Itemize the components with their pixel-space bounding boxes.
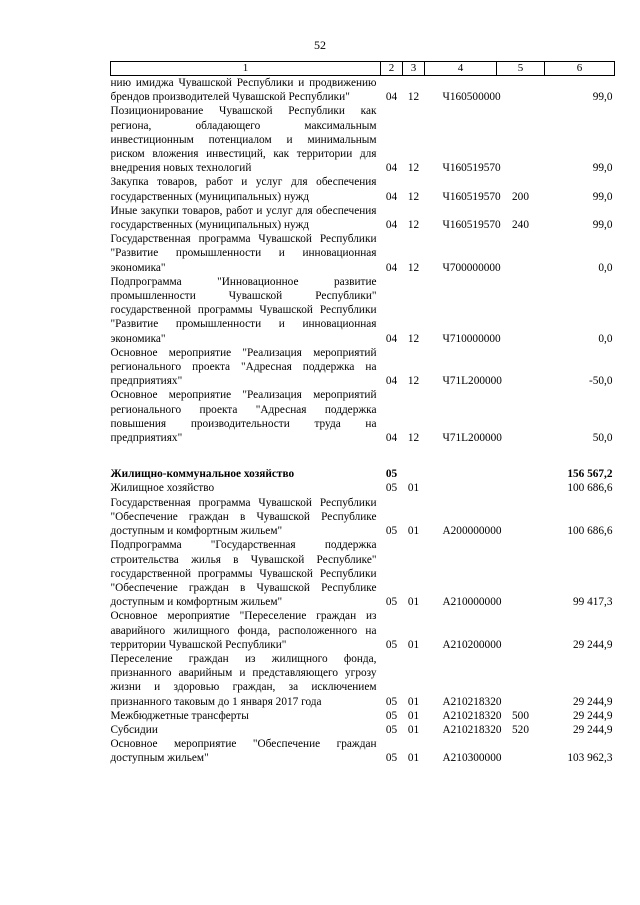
column-header: 2 — [381, 62, 403, 76]
table-row — [111, 538, 615, 609]
amount-cell: 99,0 — [592, 91, 613, 104]
row-name-cell: Подпрограмма "Инновационное развитие промышленности Чувашской Республики" государственной программы Чувашской Республики "Развитие промышленности и инновационная экономика" — [110, 275, 377, 345]
row-name-cell: нию имиджа Чувашской Республики и продвижению брендов производителей Чувашской Республики" — [110, 77, 377, 104]
target-article-cell: А210000000 — [442, 596, 502, 609]
subsection-code-cell: 01 — [407, 596, 420, 609]
table-row — [111, 481, 615, 495]
column-header: 4 — [425, 62, 497, 76]
expense-type-cell — [497, 232, 545, 275]
row-name-cell: Иные закупки товаров, работ и услуг для обеспечения государственных (муниципальных) нужд — [110, 204, 377, 232]
amount-cell: 99,0 — [592, 162, 613, 175]
table-body — [111, 76, 615, 766]
amount-cell: 99 417,3 — [572, 596, 613, 609]
row-name-cell: Позиционирование Чувашской Республики как региона, обладающего максимальным инвестиционным потенциалом и минимальным риском вложения инвестиций, как территории для внедрения новых технологий — [110, 105, 377, 175]
subsection-code-cell: 01 — [407, 723, 420, 736]
section-code-cell: 04 — [385, 190, 398, 203]
amount-cell: 100 686,6 — [567, 482, 613, 495]
target-article-cell: Ч71L200000 — [442, 375, 502, 388]
target-article-cell: А210218320 — [442, 709, 502, 722]
subsection-code-cell: 01 — [407, 695, 420, 708]
row-name-cell: Основное мероприятие "Обеспечение граждан доступным жильем" — [110, 738, 377, 765]
expense-type-cell — [497, 496, 545, 539]
amount-cell: 99,0 — [592, 190, 613, 203]
section-code-cell: 04 — [385, 261, 398, 274]
subsection-code-cell: 12 — [407, 375, 420, 388]
section-code-cell: 05 — [385, 709, 398, 722]
subsection-code-cell: 12 — [407, 219, 420, 232]
expense-type-cell — [497, 388, 545, 445]
row-name-cell: Жилищно-коммунальное хозяйство — [110, 468, 295, 481]
section-code-cell: 05 — [385, 482, 398, 495]
amount-cell: 50,0 — [592, 432, 613, 445]
section-code-cell: 05 — [385, 525, 398, 538]
target-article-cell: А210300000 — [442, 752, 502, 765]
section-code-cell: 05 — [385, 752, 398, 765]
table-header-row — [111, 62, 615, 76]
amount-cell: 156 567,2 — [567, 468, 613, 481]
row-name-cell: Переселение граждан из жилищного фонда, признанного аварийным и представляющего угрозу жизни и здоровью граждан, за исключением признанного таковым до 1 января 2017 года — [110, 652, 377, 708]
target-article-cell: Ч710000000 — [442, 332, 501, 345]
subsection-code-cell: 12 — [407, 432, 420, 445]
amount-cell: 0,0 — [598, 261, 613, 274]
table-row — [111, 76, 615, 105]
target-article-cell: А210218320 — [442, 695, 502, 708]
table-row — [111, 496, 615, 539]
row-name-cell: Государственная программа Чувашской Республики "Развитие промышленности и инновационная экономика" — [110, 233, 377, 274]
expense-type-cell: 240 — [512, 219, 529, 232]
section-code-cell: 04 — [385, 375, 398, 388]
subsection-code-cell: 01 — [407, 482, 420, 495]
section-code-cell: 04 — [385, 332, 398, 345]
table-row — [111, 737, 615, 765]
row-name-cell: Закупка товаров, работ и услуг для обеспечения государственных (муниципальных) нужд — [110, 176, 377, 203]
subsection-code-cell — [403, 467, 425, 481]
target-article-cell: Ч160519570 — [442, 219, 501, 232]
row-name-cell: Государственная программа Чувашской Республики "Обеспечение граждан в Чувашской Республике доступным и комфортным жильем" — [110, 496, 377, 538]
table-row — [111, 104, 615, 175]
column-header: 3 — [403, 62, 425, 76]
amount-cell: 29 244,9 — [572, 709, 613, 722]
table-row — [111, 709, 615, 723]
amount-cell: -50,0 — [588, 375, 613, 388]
expense-type-cell — [497, 538, 545, 609]
expense-type-cell — [497, 737, 545, 765]
row-name-cell: Основное мероприятие "Переселение граждан из аварийного жилищного фонда, расположенного на территории Чувашской Республики" — [110, 610, 377, 651]
row-name-cell: Жилищное хозяйство — [110, 482, 215, 495]
subsection-code-cell: 01 — [407, 752, 420, 765]
section-code-cell: 04 — [385, 432, 398, 445]
target-article-cell: А210200000 — [442, 638, 502, 651]
amount-cell: 0,0 — [598, 332, 613, 345]
subsection-code-cell: 12 — [407, 162, 420, 175]
row-name-cell: Межбюджетные трансферты — [110, 709, 249, 722]
table-row — [111, 609, 615, 652]
section-code-cell: 05 — [385, 468, 398, 481]
amount-cell: 103 962,3 — [567, 752, 613, 765]
subsection-code-cell: 12 — [407, 91, 420, 104]
expense-type-cell: 200 — [512, 190, 529, 203]
amount-cell: 99,0 — [592, 219, 613, 232]
target-article-cell — [425, 467, 497, 481]
expense-type-cell — [497, 481, 545, 495]
table-row — [111, 723, 615, 737]
expense-type-cell: 520 — [512, 723, 529, 736]
expense-type-cell — [497, 652, 545, 709]
section-code-cell: 04 — [385, 219, 398, 232]
subsection-code-cell: 12 — [407, 261, 420, 274]
target-article-cell: А210218320 — [442, 723, 502, 736]
column-header: 6 — [545, 62, 615, 76]
subsection-code-cell: 01 — [407, 709, 420, 722]
column-header: 5 — [497, 62, 545, 76]
subsection-code-cell: 01 — [407, 638, 420, 651]
table-row — [111, 388, 615, 445]
amount-cell: 29 244,9 — [572, 638, 613, 651]
spacer-row — [111, 445, 615, 467]
table-row — [111, 467, 615, 481]
target-article-cell — [425, 481, 497, 495]
target-article-cell: Ч160519570 — [442, 190, 501, 203]
expense-type-cell — [497, 76, 545, 105]
expense-type-cell — [497, 104, 545, 175]
section-code-cell: 05 — [385, 695, 398, 708]
subsection-code-cell: 12 — [407, 332, 420, 345]
row-name-cell: Основное мероприятие "Реализация мероприятий регионального проекта "Адресная поддержка на предприятиях" — [110, 346, 377, 388]
amount-cell: 29 244,9 — [572, 723, 613, 736]
target-article-cell: Ч700000000 — [442, 261, 501, 274]
section-code-cell: 04 — [385, 162, 398, 175]
section-code-cell: 05 — [385, 596, 398, 609]
table-row — [111, 204, 615, 232]
subsection-code-cell: 01 — [407, 525, 420, 538]
expense-type-cell — [497, 346, 545, 389]
table-row — [111, 652, 615, 709]
section-code-cell: 05 — [385, 723, 398, 736]
target-article-cell: Ч160519570 — [442, 162, 501, 175]
expense-type-cell — [497, 275, 545, 346]
expense-type-cell — [497, 467, 545, 481]
table-row — [111, 175, 615, 203]
section-code-cell: 05 — [385, 638, 398, 651]
target-article-cell: Ч160500000 — [442, 91, 501, 104]
row-name-cell: Субсидии — [110, 723, 158, 736]
amount-cell: 29 244,9 — [572, 695, 613, 708]
expense-type-cell — [497, 609, 545, 652]
target-article-cell: А200000000 — [442, 525, 502, 538]
table-row — [111, 232, 615, 275]
column-header: 1 — [111, 62, 381, 76]
table-row — [111, 346, 615, 389]
budget-table — [110, 61, 615, 766]
page-number: 52 — [314, 38, 326, 52]
target-article-cell: Ч71L200000 — [442, 432, 502, 445]
section-code-cell: 04 — [385, 91, 398, 104]
expense-type-cell: 500 — [512, 709, 529, 722]
amount-cell: 100 686,6 — [567, 525, 613, 538]
row-name-cell: Подпрограмма "Государственная поддержка строительства жилья в Чувашской Республике" государственной программы Чувашской Республики "Обеспечение граждан в Чувашской Республике доступным и комфортным жильем" — [110, 539, 377, 609]
row-name-cell: Основное мероприятие "Реализация мероприятий регионального проекта "Адресная поддержка повышения производительности труда на предприятиях" — [110, 389, 377, 445]
spacer-cell — [111, 445, 615, 467]
subsection-code-cell: 12 — [407, 190, 420, 203]
table-row — [111, 275, 615, 346]
